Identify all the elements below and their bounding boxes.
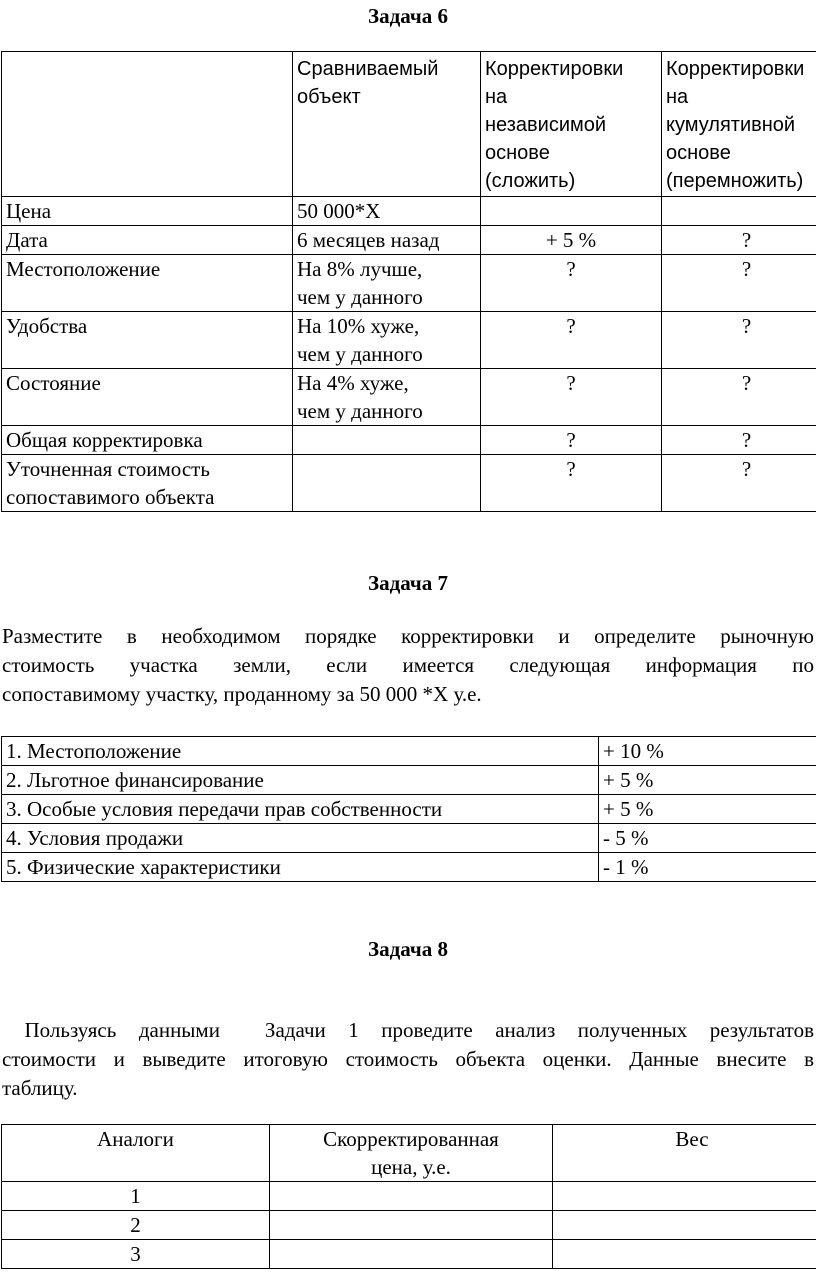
- row-label: Местоположение: [2, 255, 293, 312]
- row-cumulative: ?: [662, 369, 816, 426]
- task6-table: [1, 51, 816, 512]
- task8-header-row: [2, 1125, 816, 1182]
- task8-header-weight: Вес: [553, 1125, 816, 1182]
- adjustment-value: - 5 %: [599, 824, 816, 853]
- row-label: Удобства: [2, 312, 293, 369]
- row-object: 50 000*X: [293, 197, 481, 226]
- row-independent: ?: [481, 455, 662, 512]
- row-label: Уточненная стоимость сопоставимого объекта: [2, 455, 293, 512]
- adjustment-name: 3. Особые условия передачи прав собственности: [2, 795, 599, 824]
- analog-number: 2: [2, 1211, 270, 1240]
- table-row: [2, 853, 816, 882]
- table-row: [2, 766, 816, 795]
- analog-number: 3: [2, 1240, 270, 1269]
- task8-header-adjusted-price: Скорректированная цена, у.е.: [270, 1125, 553, 1182]
- task7-text-line: Разместите в необходимом порядке корректировки и определите рыночную: [2, 624, 814, 648]
- task6-header-row: [2, 52, 816, 197]
- task7-text-line: стоимость участка земли, если имеется следующая информация по: [2, 653, 814, 677]
- adjusted-price-cell: [270, 1182, 553, 1211]
- table-row: [2, 226, 816, 255]
- task8-text-line: стоимости и выведите итоговую стоимость объекта оценки. Данные внесите в: [2, 1047, 814, 1071]
- row-cumulative: ?: [662, 226, 816, 255]
- row-object: [293, 455, 481, 512]
- row-object: На 10% хуже, чем у данного: [293, 312, 481, 369]
- task6-header-cumulative: Корректировки на кумулятивной основе (перемножить): [662, 52, 816, 197]
- row-cumulative: ?: [662, 312, 816, 369]
- row-cumulative: ?: [662, 455, 816, 512]
- table-row: [2, 312, 816, 369]
- task7-text: [2, 622, 814, 709]
- table-row: [2, 197, 816, 226]
- table-row: [2, 455, 816, 512]
- weight-cell: [553, 1240, 816, 1269]
- table-row: [2, 1182, 816, 1211]
- task7-text-line: сопоставимому участку, проданному за 50 000 *Х у.е.: [2, 682, 482, 706]
- row-independent: ?: [481, 255, 662, 312]
- adjustment-name: 2. Льготное финансирование: [2, 766, 599, 795]
- adjustment-name: 5. Физические характеристики: [2, 853, 599, 882]
- table-row: [2, 1211, 816, 1240]
- table-row: [2, 795, 816, 824]
- task8-text: [2, 1016, 814, 1103]
- row-object: На 8% лучше, чем у данного: [293, 255, 481, 312]
- task8-title: Задача 8: [368, 937, 448, 961]
- task8-text-line: Пользуясь данными Задачи 1 проведите анализ полученных результатов: [2, 1018, 814, 1042]
- adjusted-price-cell: [270, 1240, 553, 1269]
- row-cumulative: [662, 197, 816, 226]
- row-object: На 4% хуже, чем у данного: [293, 369, 481, 426]
- adjustment-name: 4. Условия продажи: [2, 824, 599, 853]
- row-label: Состояние: [2, 369, 293, 426]
- task6-header-compared-object: Сравниваемый объект: [293, 52, 481, 197]
- table-row: [2, 824, 816, 853]
- adjustment-value: + 5 %: [599, 795, 816, 824]
- task7-title: Задача 7: [368, 571, 448, 595]
- weight-cell: [553, 1211, 816, 1240]
- row-label: Цена: [2, 197, 293, 226]
- row-object: 6 месяцев назад: [293, 226, 481, 255]
- adjustment-value: + 10 %: [599, 737, 816, 766]
- row-independent: ?: [481, 312, 662, 369]
- adjusted-price-cell: [270, 1211, 553, 1240]
- task8-text-line: таблицу.: [2, 1076, 78, 1100]
- task6-title: Задача 6: [368, 4, 448, 28]
- table-row: [2, 255, 816, 312]
- table-row: [2, 1240, 816, 1269]
- task8-header-analogs: Аналоги: [2, 1125, 270, 1182]
- row-independent: ?: [481, 369, 662, 426]
- row-independent: [481, 197, 662, 226]
- table-row: [2, 369, 816, 426]
- analog-number: 1: [2, 1182, 270, 1211]
- table-row: [2, 426, 816, 455]
- adjustment-value: + 5 %: [599, 766, 816, 795]
- table-row: [2, 737, 816, 766]
- task6-header-independent: Корректировки на независимой основе (сложить): [481, 52, 662, 197]
- row-object: [293, 426, 481, 455]
- adjustment-value: - 1 %: [599, 853, 816, 882]
- row-independent: ?: [481, 426, 662, 455]
- adjustment-name: 1. Местоположение: [2, 737, 599, 766]
- row-cumulative: ?: [662, 255, 816, 312]
- row-independent: + 5 %: [481, 226, 662, 255]
- row-label: Общая корректировка: [2, 426, 293, 455]
- task6-header-empty: [2, 52, 293, 197]
- row-label: Дата: [2, 226, 293, 255]
- task7-table: [1, 736, 816, 882]
- task8-table: [1, 1124, 816, 1269]
- weight-cell: [553, 1182, 816, 1211]
- row-cumulative: ?: [662, 426, 816, 455]
